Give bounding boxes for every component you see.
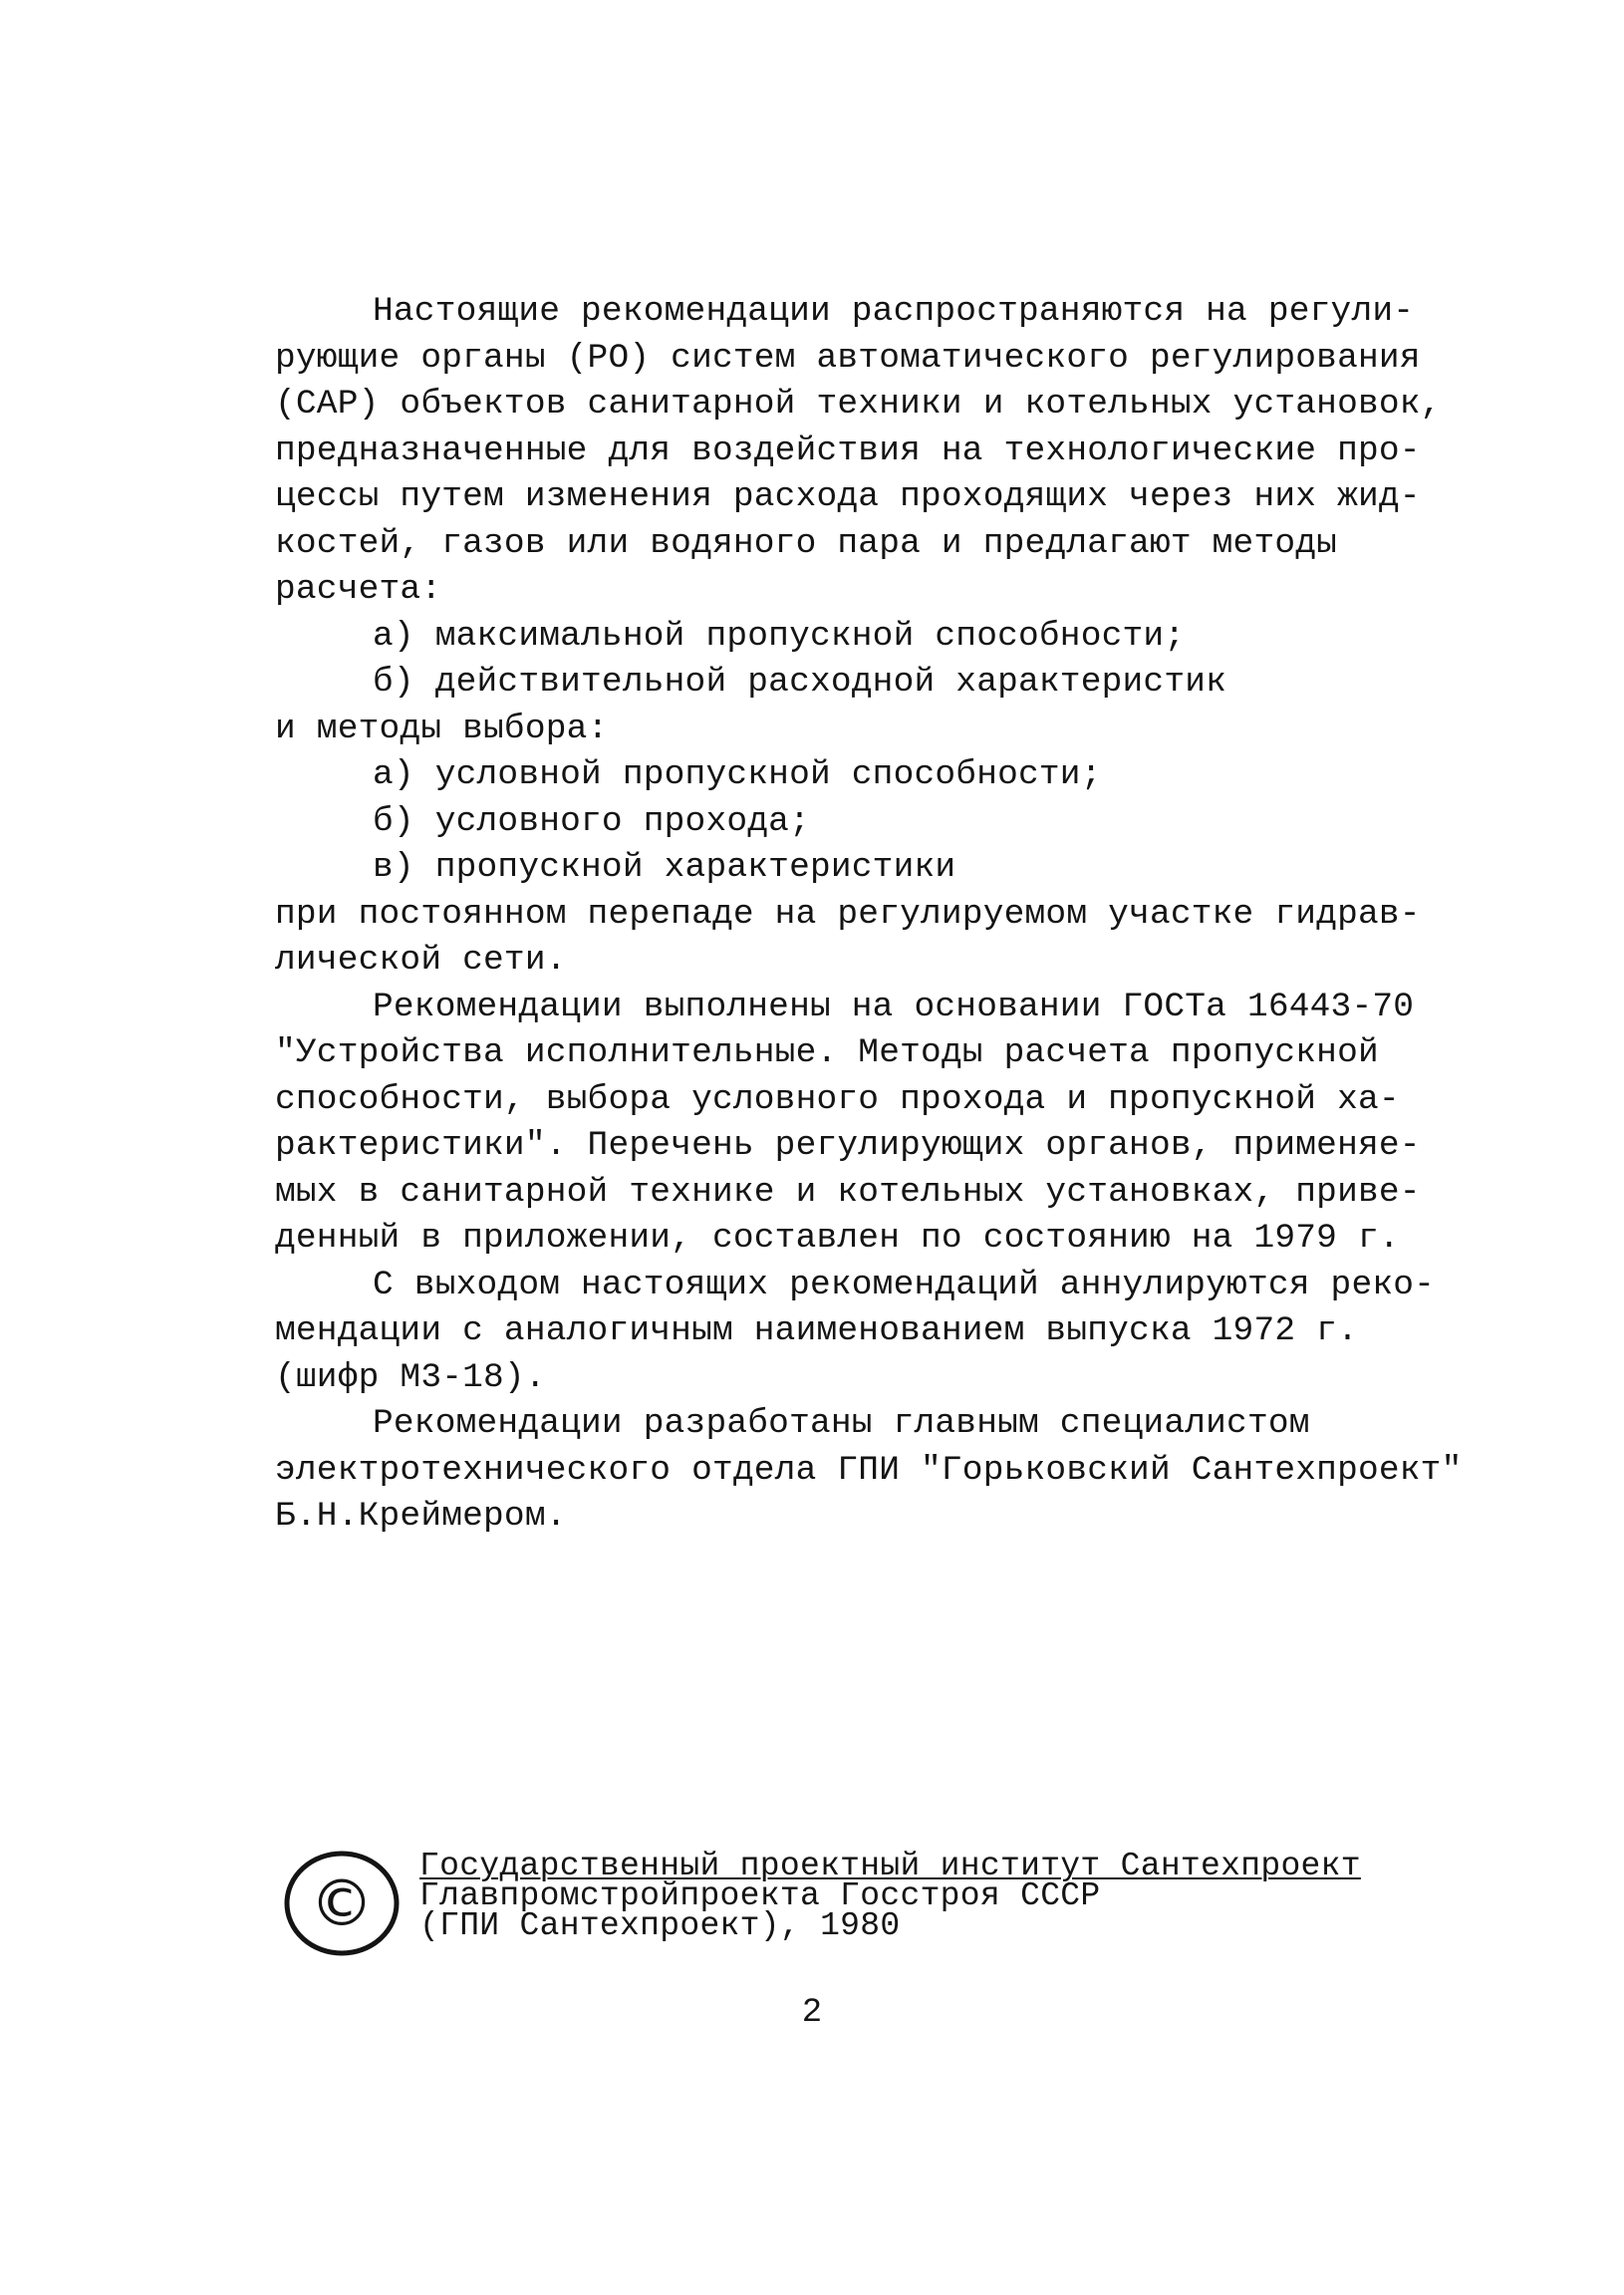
paragraph-3-line-2: "Устройства исполнительные. Методы расчета пропускной (275, 1033, 1379, 1072)
page-number: 2 (801, 1994, 823, 2032)
publisher-line-1: Государственный проектный институт Сантехпроект (419, 1848, 1361, 1884)
publisher-line-3: (ГПИ Сантехпроект), 1980 (419, 1907, 901, 1944)
paragraph-1-line-2: рующие органы (РО) систем автоматического регулирования (275, 338, 1421, 378)
paragraph-1-line-6: костей, газов или водяного пара и предлагают методы (275, 523, 1338, 563)
paragraph-5-line-1: Рекомендации разработаны главным специалистом (373, 1404, 1310, 1443)
copyright-icon (282, 1844, 402, 1963)
methods-intro: и методы выбора: (275, 709, 609, 748)
paragraph-1-line-7: расчета: (275, 570, 442, 609)
paragraph-5-line-3: Б.Н.Креймером. (275, 1497, 567, 1536)
copyright-footer (282, 1844, 1428, 1973)
list-1-item-a: а) максимальной пропускной способности; (373, 616, 1186, 656)
list-1-item-b: б) действительной расходной характеристик (373, 663, 1227, 702)
paragraph-1-line-3: (САР) объектов санитарной техники и котельных установок, (275, 385, 1442, 424)
list-2-item-c: в) пропускной характеристики (373, 848, 956, 887)
paragraph-3-line-5: мых в санитарной технике и котельных установках, приве- (275, 1172, 1421, 1212)
paragraph-3-line-1: Рекомендации выполнены на основании ГОСТа 16443-70 (373, 987, 1415, 1026)
paragraph-5-line-2: электротехнического отдела ГПИ "Горьковский Сантехпроект" (275, 1450, 1463, 1490)
paragraph-4-line-1: С выходом настоящих рекомендаций аннулируются реко- (373, 1265, 1436, 1304)
publisher-info (419, 1848, 1361, 1944)
paragraph-2-line-1: при постоянном перепаде на регулируемом участке гидрав- (275, 894, 1421, 934)
paragraph-1-line-5: цессы путем изменения расхода проходящих через них жид- (275, 477, 1421, 516)
paragraph-4-line-2: мендации с аналогичным наименованием выпуска 1972 г. (275, 1311, 1358, 1350)
document-body (275, 289, 1463, 1541)
copyright-symbol: © (310, 1867, 374, 1941)
paragraph-3-line-4: рактеристики". Перечень регулирующих органов, применяе- (275, 1126, 1421, 1165)
publisher-line-2: Главпромстройпроекта Госстроя СССР (419, 1877, 1101, 1914)
list-2-item-b: б) условного прохода; (373, 801, 810, 841)
paragraph-2-line-2: лической сети. (275, 941, 567, 980)
paragraph-3-line-3: способности, выбора условного прохода и пропускной ха- (275, 1079, 1400, 1119)
paragraph-1-line-1: Настоящие рекомендации распространяются на регули- (373, 292, 1415, 331)
list-2-item-a: а) условной пропускной способности; (373, 755, 1102, 794)
paragraph-3-line-6: денный в приложении, составлен по состоянию на 1979 г. (275, 1219, 1400, 1258)
paragraph-4-line-3: (шифр М3-18). (275, 1357, 546, 1397)
paragraph-1-line-4: предназначенные для воздействия на технологические про- (275, 430, 1421, 470)
